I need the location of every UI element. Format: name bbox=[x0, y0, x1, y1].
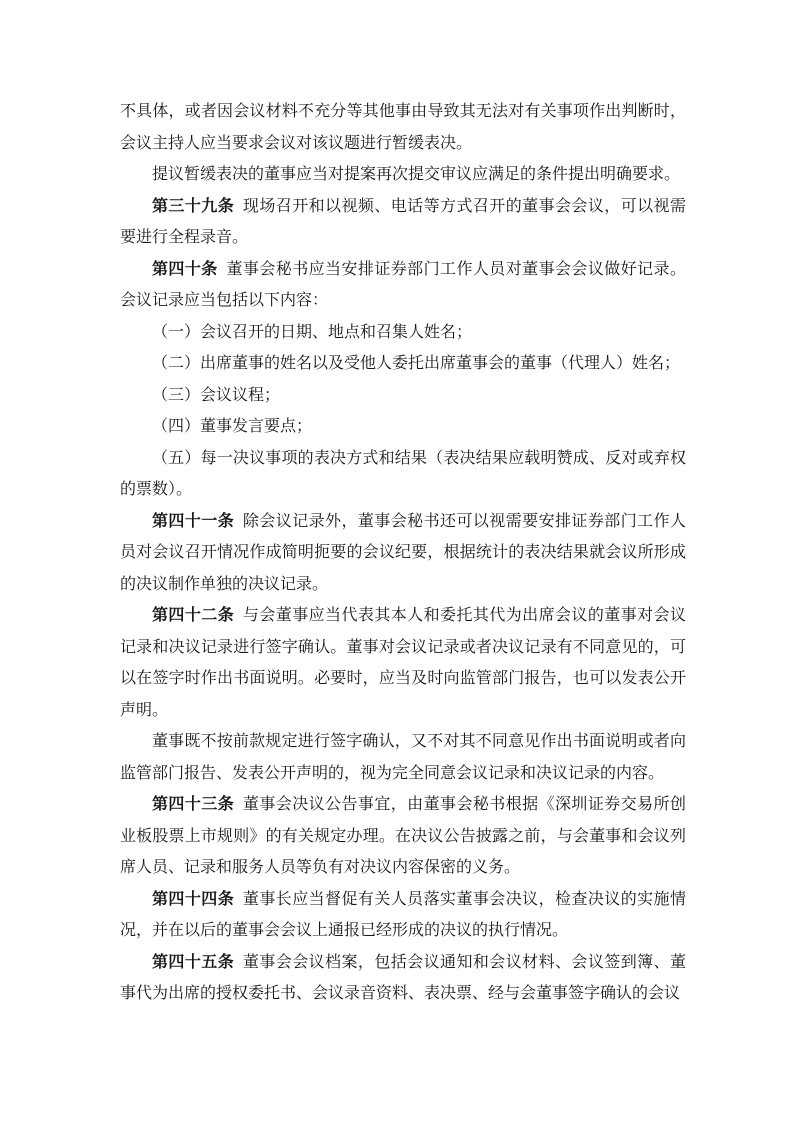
list-item-5 bbox=[120, 442, 686, 505]
list-item-4 bbox=[120, 410, 686, 442]
paragraph-text: 董事会会议档案，包括会议通知和会议材料、会议签到簿、董事代为出席的授权委托书、会议录音资料、表决票、经与会董事签字确认的会议 bbox=[120, 951, 686, 1002]
article-number: 第四十条 bbox=[152, 258, 218, 278]
article-42 bbox=[120, 599, 686, 725]
paragraph-text: 现场召开和以视频、电话等方式召开的董事会会议，可以视需要进行全程录音。 bbox=[120, 195, 686, 246]
article-45 bbox=[120, 946, 686, 1009]
paragraph bbox=[120, 158, 686, 190]
list-item-2 bbox=[120, 347, 686, 379]
article-number: 第三十九条 bbox=[152, 195, 235, 215]
article-41 bbox=[120, 505, 686, 600]
list-item-1 bbox=[120, 316, 686, 348]
paragraph-text: 与会董事应当代表其本人和委托其代为出席会议的董事对会议记录和决议记录进行签字确认。董事对会议记录或者决议记录有不同意见的，可以在签字时作出书面说明。必要时，应当及时向监管部门报告，也可以发表公开声明。 bbox=[120, 605, 686, 719]
paragraph-text: （四）董事发言要点； bbox=[152, 416, 313, 435]
paragraph-text: 董事会秘书应当安排证券部门工作人员对董事会会议做好记录。会议记录应当包括以下内容： bbox=[120, 258, 686, 309]
paragraph-text: 董事会决议公告事宜，由董事会秘书根据《深圳证券交易所创业板股票上市规则》的有关规定办理。在决议公告披露之前，与会董事和会议列席人员、记录和服务人员等负有对决议内容保密的义务。 bbox=[120, 794, 686, 876]
article-39 bbox=[120, 190, 686, 253]
paragraph-text: （三）会议议程； bbox=[152, 384, 281, 404]
paragraph-text: 不具体，或者因会议材料不充分等其他事由导致其无法对有关事项作出判断时，会议主持人应当要求会议对该议题进行暂缓表决。 bbox=[120, 101, 686, 152]
article-number: 第四十一条 bbox=[152, 510, 235, 530]
article-40 bbox=[120, 253, 686, 316]
paragraph-text: （二）出席董事的姓名以及受他人委托出席董事会的董事（代理人）姓名； bbox=[152, 353, 681, 372]
paragraph-text: 董事既不按前款规定进行签字确认，又不对其不同意见作出书面说明或者向监管部门报告、发表公开声明的，视为完全同意会议记录和决议记录的内容。 bbox=[120, 731, 686, 782]
paragraph-text: （五）每一决议事项的表决方式和结果（表决结果应载明赞成、反对或弃权的票数）。 bbox=[120, 447, 686, 498]
paragraph bbox=[120, 725, 686, 788]
paragraph-text: 提议暂缓表决的董事应当对提案再次提交审议应满足的条件提出明确要求。 bbox=[152, 164, 681, 183]
article-44 bbox=[120, 883, 686, 946]
paragraph-text: 董事长应当督促有关人员落实董事会决议，检查决议的实施情况，并在以后的董事会会议上通报已经形成的决议的执行情况。 bbox=[120, 888, 686, 939]
article-number: 第四十四条 bbox=[152, 888, 235, 908]
paragraph-text: 除会议记录外，董事会秘书还可以视需要安排证券部门工作人员对会议召开情况作成简明扼要的会议纪要，根据统计的表决结果就会议所形成的决议制作单独的决议记录。 bbox=[120, 510, 686, 593]
paragraph-text: （一）会议召开的日期、地点和召集人姓名； bbox=[152, 321, 473, 341]
article-number: 第四十三条 bbox=[152, 794, 235, 813]
article-number: 第四十五条 bbox=[152, 951, 235, 971]
article-43 bbox=[120, 788, 686, 883]
article-number: 第四十二条 bbox=[152, 605, 235, 624]
paragraph-continuation bbox=[120, 95, 686, 158]
list-item-3 bbox=[120, 379, 686, 411]
